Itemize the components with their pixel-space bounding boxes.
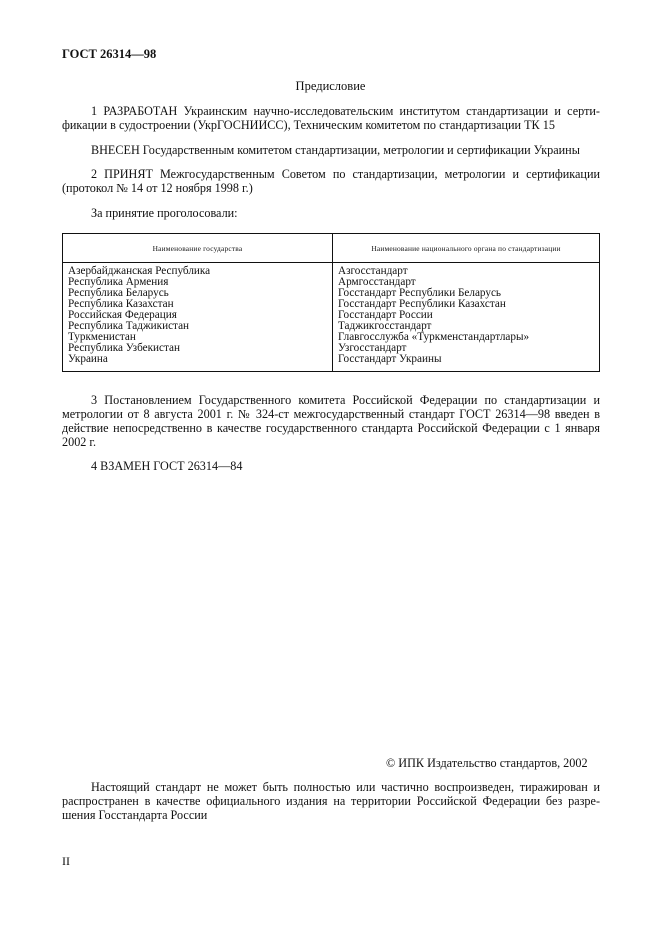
table-cell-state: Туркменистан xyxy=(68,331,136,343)
voting-table xyxy=(62,233,600,372)
national-bodies-column xyxy=(338,266,529,365)
table-cell-body: Госстандарт Республики Казахстан xyxy=(338,298,506,310)
page-title: Предисловие xyxy=(295,79,366,93)
table-cell-state: Азербайджанская Республика xyxy=(68,265,211,277)
paragraph-introduced-text: ВНЕСЕН Государственным комитетом стандартизации, метрологии и сертификации Украины xyxy=(91,143,580,157)
table-cell-body: Главгосслужба «Туркменстандартлары» xyxy=(338,331,530,343)
paragraph-resolution-line-2: метрологии от 8 августа 2001 г. № 324-ст межгосударственный стандарт ГОСТ 26314—98 введен в xyxy=(62,407,600,421)
paragraph-developed-line-2: фикации в судостроении (УкрГОСНИИСС), Техническим комитетом по стандартизации ТК 15 xyxy=(62,118,555,132)
paragraph-adopted-line-1: 2 ПРИНЯТ Межгосударственным Советом по стандартизации, метрологии и сертификации xyxy=(91,167,600,181)
states-column xyxy=(68,266,210,365)
table-cell-body: Узгосстандарт xyxy=(338,342,407,354)
paragraph-voted xyxy=(62,206,600,220)
table-cell-state: Украина xyxy=(68,353,108,365)
table-cell-state: Республика Армения xyxy=(68,276,169,288)
paragraph-resolution-line-3: действие непосредственно в качестве государственного стандарта Российской Федерации с 1 января xyxy=(62,421,600,435)
reproduction-notice xyxy=(62,780,600,822)
table-cell-body: Армгосстандарт xyxy=(338,276,416,288)
reproduction-notice-line-3: шения Госстандарта России xyxy=(62,808,208,822)
document-code: ГОСТ 26314—98 xyxy=(62,47,157,61)
table-cell-body: Госстандарт Республики Беларусь xyxy=(338,287,502,299)
table-cell-state: Республика Казахстан xyxy=(68,298,174,310)
paragraph-developed xyxy=(62,104,600,132)
paragraph-developed-line-1: 1 РАЗРАБОТАН Украинским научно-исследовательским институтом стандартизации и серти- xyxy=(91,104,600,118)
table-cell-state: Республика Узбекистан xyxy=(68,342,180,354)
paragraph-voted-text: За принятие проголосовали: xyxy=(91,206,238,220)
table-cell-body: Азгосстандарт xyxy=(338,265,408,277)
table-cell-body: Таджикгосстандарт xyxy=(338,320,432,332)
table-cell-body: Госстандарт Украины xyxy=(338,353,442,365)
table-header-state: Наименование государства xyxy=(152,244,243,253)
paragraph-replaces xyxy=(62,459,600,473)
table-cell-state: Российская Федерация xyxy=(68,309,177,321)
paragraph-adopted xyxy=(62,167,600,195)
table-cell-state: Республика Таджикистан xyxy=(68,320,190,332)
copyright-line: © ИПК Издательство стандартов, 2002 xyxy=(386,756,588,770)
paragraph-replaces-text: 4 ВЗАМЕН ГОСТ 26314—84 xyxy=(91,459,243,473)
paragraph-resolution xyxy=(62,393,600,449)
table-cell-body: Госстандарт России xyxy=(338,309,433,321)
reproduction-notice-line-1: Настоящий стандарт не может быть полностью или частично воспроизведен, тиражирован и xyxy=(91,780,600,794)
paragraph-resolution-line-1: 3 Постановлением Государственного комитета Российской Федерации по стандартизации и xyxy=(91,393,600,407)
table-cell-state: Республика Беларусь xyxy=(68,287,169,299)
paragraph-resolution-line-4: 2002 г. xyxy=(62,435,97,449)
table-header-national-body: Наименование национального органа по стандартизации xyxy=(371,244,561,253)
paragraph-adopted-line-2: (протокол № 14 от 12 ноября 1998 г.) xyxy=(62,181,253,195)
paragraph-introduced xyxy=(62,143,600,157)
reproduction-notice-line-2: распространен в качестве официального издания на территории Российской Федерации без разре- xyxy=(62,794,600,808)
page-number: II xyxy=(62,854,70,868)
